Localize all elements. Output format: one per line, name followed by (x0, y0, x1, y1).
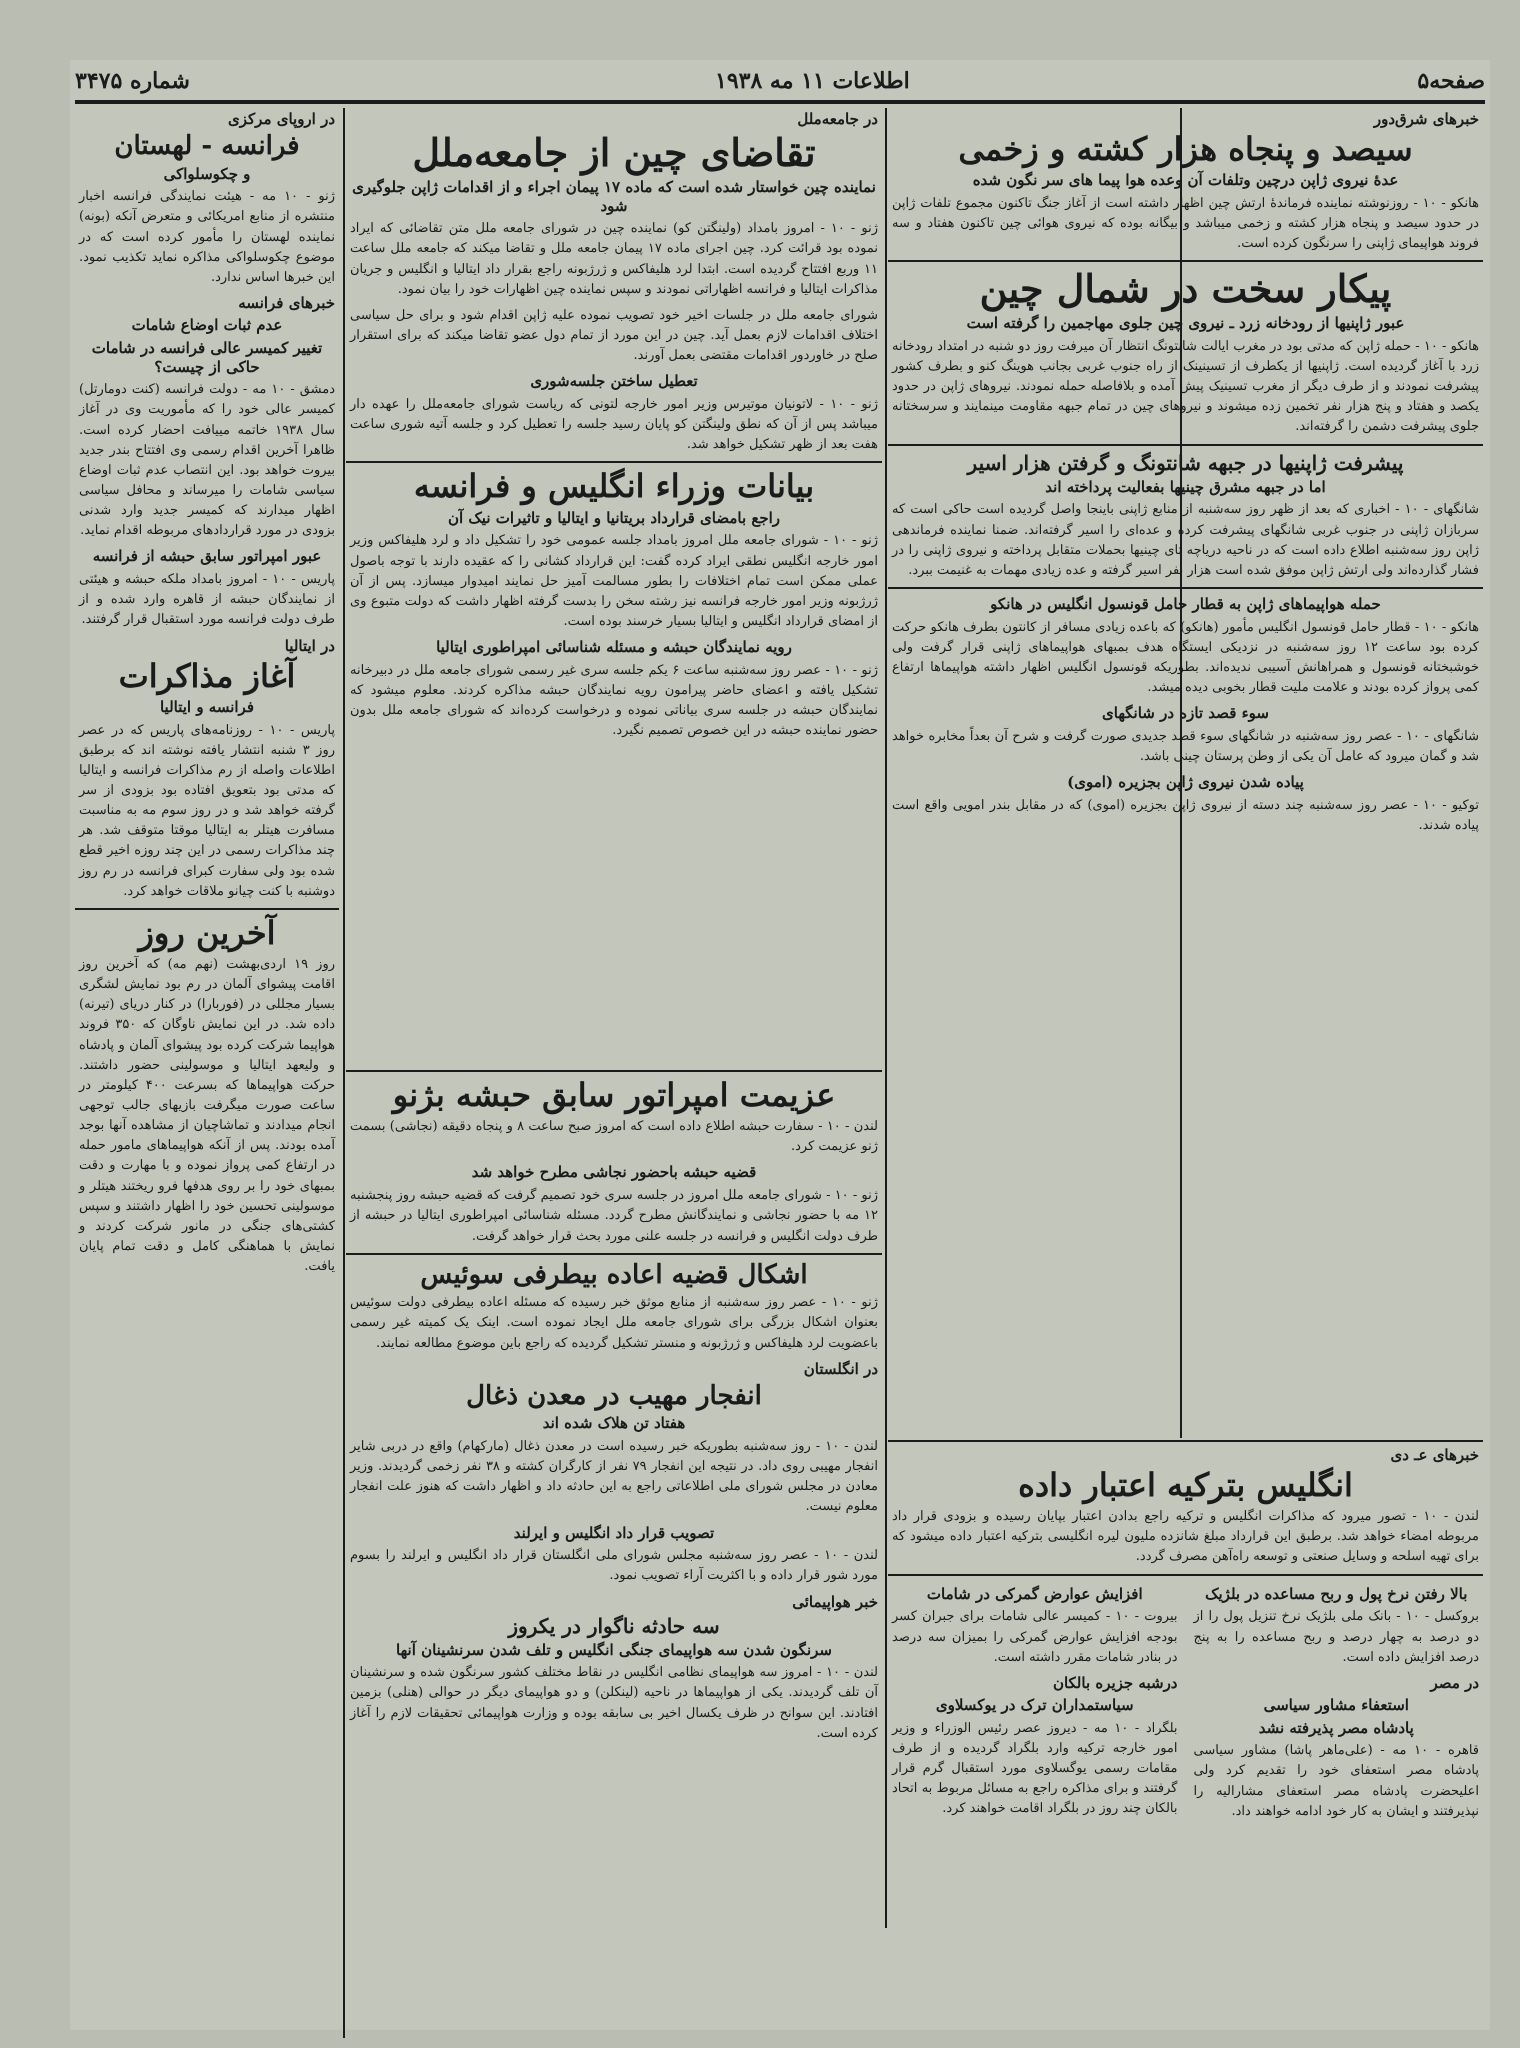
subheadline: عبور ژاپنیها از رودخانه زرد ـ نیروی چین جلوی مهاجمین را گرفته است (966, 314, 1405, 333)
subheadline: هفتاد تن هلاک شده اند (542, 1414, 686, 1433)
headline: عزیمت امپراتور سابق حبشه بژنو (392, 1076, 836, 1114)
article-body: ژنو - ۱۰ مه - هیئت نمایندگی فرانسه اخبار منتشره از منابع امریکائی و متعرض آنکه (بونه) نماینده لهستان را مأمور کرده است که در موضوع چکوسلواکی مذاکره نماید تکذیب نمود. این خبرها اساس ندارد. (79, 189, 335, 285)
headline: تقاضای چین از جامعه‌ملل (412, 130, 816, 175)
headline: استعفاء مشاور سیاسی (1263, 1695, 1409, 1714)
section-label: خبر هواپیمائی (792, 1592, 878, 1611)
subheadline: سرنگون شدن سه هواپیمای جنگی انگلیس و تلف شدن سرنشینان آنها (396, 1640, 832, 1659)
divider (346, 1253, 882, 1255)
article-body: هانکو - ۱۰ - حمله ژاپن که مدتی بود در مغرب ایالت شانتونگ انتظار آن میرفت روز دو شنبه در امتداد رودخانه زرد با آغاز گردیده است. ژاپنیها از یکطرف از تسینینک از راه جنوب غربی بجانب هوینگ کنو و بطرف کشور پیشرفت نمودند و از طرف دیگر از مغرب تسینیک پیش آمده و بلافاصله حمله نمودند. نیروهای ژاپن در حدود یکصد و هفتاد و پنج هزار نفر تخمین زده میشوند و نیروهای چین در تمام جبهه مقاومت مینمایند و سرسختانه جلوی پیشرفت دشمن را گرفته‌اند. (892, 338, 1479, 435)
subheadline: تصویب قرار داد انگلیس و ایرلند (513, 1523, 715, 1542)
article-body: ژنو - ۱۰ - امروز بامداد (ولینگتن کو) نماینده چین در شورای جامعه ملل متن تقاضائی که ایراد نموده بود قرائت کرد. چین اجرای ماده ۱۷ پیمان جامعه ملل و تقاضا میکند که جامعه ملل ساعت ۱۱ وربع افتتاح گردیده است. ابتدا لرد هلیفاکس و ژرژبونه راجع بقرار داد ایتالیا و انگلیس و جریان مذاکرات ایتالیا و فرانسه اظهاراتی نمودند و سپس نماینده چین اظهارات خود را بیان نمود. (350, 221, 878, 297)
column-bottom (888, 1444, 1483, 2034)
divider (888, 444, 1483, 446)
headline: آخرین روز (138, 913, 276, 952)
article-body: پاریس - ۱۰ - روزنامه‌های پاریس که در عصر روز ۳ شنبه انتشار یافته نوشته اند که برطبق اطلاعات واصله از رم مذاکرات فرانسه و ایتالیا که مدتی بود بتعویق افتاده بود بزودی از سر گرفته خواهد شد و در روز سوم مه به مناسبت مسافرت هیتلر به ایتالیا موقتا متوقف شد. هر چند مذاکرات رسمی در این چند روزه اخیر قطع شده بود ولی سفارت کبرای فرانسه در رم روز دوشنبه با کنت چیانو ملاقات خواهد کرد. (79, 722, 335, 899)
article-body: ژنو - ۱۰ - عصر روز سه‌شنبه ساعت ۶ یکم جلسه سری غیر رسمی شورای جامعه ملل در دبیرخانه تشکیل یافته و اعضای حاضر پیرامون رویه نمایندگان حبشه مذاکره کردند. معلوم میشود که نمایندگان حبشه در جلسه سری بیاناتی نموده و درخواست کرده‌اند که شورای جامعه ملل بدون حضور نماینده حبشه در این خصوص تصمیم نگیرد. (350, 662, 878, 739)
subheadline: اما در جبهه مشرق چینیها بفعالیت پرداخته اند (1045, 477, 1326, 496)
subheadline: و چکوسلواکی (163, 164, 251, 183)
article-body: هانکو - ۱۰ - قطار حامل قونسول انگلیس مأمور (هانکو) که باعده زیادی مسافر از کانتون بطرف هانکو حرکت کرده بود ساعت ۱۲ روز سه‌شنبه در نزدیکی ایستگاه هدف بمبهای هواپیماهای ژاپنی قرار گرفت ولی خوشبختانه قونسول و همراهانش آسیبی ندیده‌اند. بطوریکه قونسول انگلیس اظهار داشته هواپیماها ارتفاع کمی پرواز کرده بودند و علامت ملیت قطار بخوبی دیده میشد. (892, 619, 1479, 696)
headline: حمله هواپیماهای ژاپن به قطار حامل قونسول انگلیس در هانکو (990, 594, 1381, 613)
headline: آغاز مذاکرات (118, 656, 296, 695)
subheadline: نماینده چین خواستار شده است که ماده ۱۷ پیمان اجراء و از اقدامات ژاپن جلوگیری شود (352, 177, 876, 215)
headline: بیانات وزراء انگلیس و فرانسه (413, 467, 815, 506)
headline: انفجار مهیب در معدن ذغال (466, 1380, 762, 1411)
article-body: توکیو - ۱۰ - عصر روز سه‌شنبه چند دسته از نیروی ژاپن بجزیره (اموی) که در مقابل بندر امویی واقع است پیاده شدند. (892, 798, 1479, 834)
headline: پیاده شدن نیروی ژاپن بجزیره (اموی) (1067, 773, 1304, 792)
article-body: روز ۱۹ اردی‌بهشت (نهم مه) که آخرین روز اقامت پیشوای آلمان در رم بود نمایش لشگری بسیار مجللی در (فوربارا) در کنار دریای (تیرنه) داده شد. در این نمایش ناوگان که ۳۵۰ فروند هواپیما شرکت کرده بود پیشوای آلمان و پادشاه و ولیعهد ایتالیا و موسولینی حضور داشتند. حرکت هواپیماها که بسرعت ۴۰۰ کیلومتر در ساعت صورت میگرفت بازیهای جالب توجهی انجام میدادند و تماشاچیان از مشاهده آنها بوجد آمده بودند. پس از آنکه هواپیماهای مامور حمله در ارتفاع کمی پرواز نموده و با مهارت و دقت بمبهای خود را بر روی هدفها فرو ریختند هیتلر و موسولینی تحسین خود را اظهار داشتند و سپس کشتی‌های جنگی در مانور شرکت کردند و نمایش با هماهنگی کامل و دقت تمام پایان یافت. (79, 956, 336, 1275)
section-label: در جامعه‌ملل (797, 110, 878, 128)
column-europe (75, 108, 339, 2038)
article-body: بروکسل - ۱۰ - بانک ملی بلژیک نرخ تنزیل پول را از دو درصد به چهار درصد و ربح مساعده را به پنج درصد افزایش داده است. (1193, 1609, 1479, 1665)
section-label: درشبه جزیره بالکان (1052, 1673, 1178, 1692)
headline: افزایش عوارض گمرکی در شامات (926, 1584, 1143, 1603)
article-body: ژنو - ۱۰ - شورای جامعه ملل امروز در جلسه سری خود تصمیم گرفت که قضیه حبشه روز پنجشنبه ۱۲ مه با حضور نجاشی و نمایندگانش مطرح گردد. مسئله شناسائی امپراطوری ایتالیا در حبشه از طرف دولت انگلیس و فرانسه در جلسه علنی مورد بحث قرار خواهد گرفت. (350, 1188, 878, 1244)
article-body: شانگهای - ۱۰ - عصر روز سه‌شنبه در شانگهای سوء قصد جدیدی صورت گرفت و شرح آن بعداً مخابره خواهد شد و گمان میرود که عامل آن یکی از وطن پرستان چینی باشد. (892, 728, 1479, 765)
section-label: خبرهای عـ دی (1390, 1446, 1479, 1464)
subheadline: قضیه حبشه باحضور نجاشی مطرح خواهد شد (471, 1163, 757, 1182)
article-body: بیروت - ۱۰ - کمیسر عالی شامات برای جبران کسر بودجه افزایش عوارض گمرکی را بمیزان سه درصد در بنادر شامات مقرر داشته است. (892, 1609, 1178, 1665)
headline: سیاستمداران ترک در یوکسلاوی (935, 1695, 1134, 1714)
article-body: لندن - ۱۰ - سفارت حبشه اطلاع داده است که امروز صبح ساعت ۸ و پنجاه دقیقه (نجاشی) بسمت ژنو عزیمت کرد. (350, 1119, 878, 1155)
column-far-east (888, 108, 1483, 1438)
article-body: لندن - ۱۰ - تصور میرود که مذاکرات انگلیس و ترکیه راجع بدادن اعتبار بپایان رسیده و بزودی قرار داد مربوطه امضاء خواهد شد. برطبق این قرارداد مبلغ شانزده ملیون لیره انگلیسی بترکیه اعتبار داده میشود که برای تهیه اسلحه و وسایل صنعتی و توسعه راه‌آهن مصرف گردد. (892, 1509, 1479, 1565)
section-label: در اروپای مرکزی (228, 110, 335, 128)
headline: سه حادثه ناگوار در یکروز (508, 1613, 720, 1638)
article-body: قاهره - ۱۰ مه - (علی‌ماهر پاشا) مشاور سیاسی پادشاه مصر استعفای خود را تقدیم کرد ولی اعلیحضرت پادشاه مصر استعفای مشارالیه را نپذیرفتند و ایشان به کار خود ادامه خواهند داد. (1193, 1743, 1479, 1819)
issue-date: اطلاعات ۱۱ مه ۱۹۳۸ (715, 68, 910, 94)
headline: انگلیس بترکیه اعتبار داده (1018, 1466, 1353, 1504)
article-body: لندن - ۱۰ - امروز سه هواپیمای نظامی انگلیس در نقاط مختلف کشور سرنگون شده و سرنشینان آن تلف گردیدند. یکی از هواپیماها در ناحیه (لینکلن) و دو هواپیمای دیگر در حوالی (هنلی) بزمین افتادند. این سوانح در ظرف یکسال اخیر بی سابقه بوده و وزارت هواپیمائی تحقیقات لازم را آغاز کرده است. (350, 1665, 878, 1741)
divider (75, 908, 339, 910)
divider (888, 1574, 1483, 1576)
column-center (346, 1074, 882, 2034)
headline: پیشرفت ژاپنیها در جبهه شانتونگ و گرفتن هزار اسیر (967, 450, 1404, 475)
col-divider-3 (343, 108, 345, 2038)
article-body: لندن - ۱۰ - روز سه‌شنبه بطوریکه خبر رسیده است در معدن ذغال (مارکهام) واقع در دربی شایر انفجار مهیبی روی داد. در نتیجه این انفجار ۷۹ نفر از کارگران کشته و ۳۸ نفر زخمی گردیدند. وزیر معادن در مجلس شورای ملی اطلاعاتی راجع به این حادثه داد و اظهار داشت که هنوز علت انفجار معلوم نیست. (350, 1439, 878, 1515)
article-customs (888, 1582, 1182, 1828)
headline: سیصد و پنجاه هزار کشته و زخمی (958, 130, 1413, 168)
article-body: ژنو - ۱۰ - لاتونیان موتیرس وزیر امور خارجه لتونی که ریاست شورای جامعه‌ملل را عهده دار میباشد پس از آن که نطق ولینگتن کو پایان رسید جلسه را تعطیل کرد و جلسه آتیه شوری ساعت هفت بعد از ظهر تشکیل خواهد شد. (350, 397, 878, 453)
section-label: خبرهای شرق‌دور (1373, 110, 1479, 128)
headline: سوء قصد تازه در شانگهای (1102, 704, 1269, 723)
section-label: در انگلستان (803, 1359, 878, 1378)
headline: عدم ثبات اوضاع شامات (131, 316, 283, 335)
subheadline: پادشاه مصر پذیرفته نشد (1258, 1718, 1414, 1737)
article-body: شانگهای - ۱۰ - اخباری که بعد از ظهر روز سه‌شنبه از منابع ژاپنی باینجا واصل گردیده است حاکی است که سربازان ژاپنی در جنوب غربی شانگهای پیشرفت کرده و عده‌ای را اسیر گرفته‌اند. ضمنا نماینده فرماندهی ژاپن روز سه‌شنبه اطلاع داده است که در ناحیه دریاچه تای چینیها بحملات متقابل پرداخته و نیروی ژاپنی را در فشار گذارده‌اند ولی ارتش ژاپن موفق شده است هزار نفر اسیر گرفته و عده زیادی مهمات به غنیمت ببرد. (892, 502, 1480, 578)
headline: فرانسه - لهستان (114, 131, 300, 161)
subheadline: راجع بامضای قرارداد بریتانیا و ایتالیا و تاثیرات نیک آن (447, 508, 781, 527)
headline: پیکار سخت در شمال چین (979, 266, 1392, 312)
divider (346, 1070, 882, 1072)
section-label: در ایتالیا (284, 636, 335, 655)
headline: بالا رفتن نرخ پول و ربح مساعده در بلژیک (1205, 1584, 1468, 1603)
section-label: در مصر (1430, 1673, 1479, 1692)
divider (888, 1440, 1483, 1442)
issue-number: ۳۴۷۵ شماره (75, 68, 190, 94)
headline: عبور امپراتور سابق حبشه از فرانسه (92, 547, 322, 566)
headline: تعطیل ساختن جلسه‌شوری (530, 372, 698, 391)
divider (888, 587, 1483, 589)
divider (888, 260, 1483, 262)
article-body: لندن - ۱۰ - عصر روز سه‌شنبه مجلس شورای ملی انگلستان قرار داد انگلیس و ایرلند را بسوم مورد شور قرار داده و با اکثریت آراء تصویب نمود. (350, 1548, 878, 1584)
subheadline: تغییر کمیسر عالی فرانسه در شامات حاکی از چیست؟ (91, 338, 323, 376)
article-body: ژنو - ۱۰ - عصر روز سه‌شنبه از منابع موثق خبر رسیده که مسئله اعاده بیطرفی دولت سوئیس بعنوان اشکال بزرگی برای شورای جامعه ملل ایجاد نموده است. اینک یک کمیته غیر رسمی باعضویت لرد هلیفاکس و ژرژبونه و منستر تشکیل گردیده که راجع باین موضوع مطالعه نمایند. (350, 1295, 878, 1351)
column-league (346, 108, 882, 1068)
section-label: خبرهای فرانسه (238, 294, 335, 313)
article-body: هانکو - ۱۰ - روزنوشته نماینده فرماندهٔ ارتش چین اظهار داشته است از آغاز جنگ تاکنون مجموع تلفات ژاپن در حدود سیصد و پنجاه هزار کشته و زخمی میباشد و بیگانه بوده که نیروی هوائی چین تاکنون هفتاد و سه فروند هواپیمای ژاپنی را سرنگون کرده است. (892, 195, 1479, 252)
header-rule (75, 100, 1485, 104)
divider (346, 461, 882, 463)
article-body: ژنو - ۱۰ - شورای جامعه ملل امروز بامداد جلسه عمومی خود را تشکیل داد و لرد هلیفاکس وزیر امور خارجه انگلیس نطقی ایراد کرده گفت: این قرارداد کشانی را که عقیده دارند با توجه باصول عملی ممکن است تمام اختلافات را بطور مسالمت آمیز حل نمایند امیدوار میسازد. پس از آن ژرژبونه وزیر امور خارجه فرانسه نیز رشته سخن را بدست گرفته اظهار داشت که دولت متبوع وی از امضای قرارداد انگلیس و ایتالیا بسیار خرسند بوده است. (350, 533, 878, 629)
bottom-grid (888, 1582, 1483, 1828)
headline: رویه نمایندگان حبشه و مسئله شناسائی امپراطوری ایتالیا (436, 638, 792, 657)
article-body: بلگراد - ۱۰ مه - دیروز عصر رئیس الوزراء و وزیر امور خارجه ترکیه وارد بلگراد گردیده و از طرف مقامات رسمی یوگسلاوی مورد استقبال گرم قرار گرفتند و برای مذاکره راجع به مسائل مربوط به اتحاد بالکان چند روز در بلگراد اقامت خواهند کرد. (892, 1720, 1178, 1817)
article-body: شورای جامعه ملل در جلسات اخیر خود تصویب نموده علیه ژاپن اقدام شود و برای حل سیاسی اختلاف اقدامات لازم بعمل آید. چین در این مورد از تمام دول عضو تقاضا میکند که برای استقرار صلح در خاوردور اقدامات مقتضی بعمل آورند. (350, 307, 878, 364)
subheadline: فرانسه و ایتالیا (159, 697, 254, 716)
headline: اشکال قضیه اعاده بیطرفی سوئیس (420, 1259, 808, 1290)
col-divider-2 (885, 108, 887, 1928)
page-label: صفحه۵ (1417, 68, 1485, 94)
article-body: دمشق - ۱۰ مه - دولت فرانسه (کنت دومارتل) کمیسر عالی خود را که مأموریت وی در آغاز سال ۱۹۳۸ خاتمه مییافت احضار کرده است. ظاهرا آخرین اقدام رسمی وی افتتاح بندر جدید بیروت خواهد بود. این انتصاب عدم ثبات اوضاع سیاسی شامات را میرساند و محافل سیاسی اظهار میدارند که کمیسر جدید وارد شدنی بزودی در مورد قراردادهای مربوطه اقدام نماید. (79, 382, 335, 539)
article-belgium (1190, 1582, 1484, 1828)
subheadline: عدهٔ نیروی ژاپن درچین وتلفات آن وعده هوا پیما های سر نگون شده (972, 171, 1399, 190)
page-header (75, 62, 1485, 102)
article-body: پاریس - ۱۰ - امروز بامداد ملکه حبشه و هیئتی از نمایندگان حبشه از قاهره وارد شده و از طرف دولت فرانسه مورد استقبال قرار گرفتند. (79, 572, 335, 628)
